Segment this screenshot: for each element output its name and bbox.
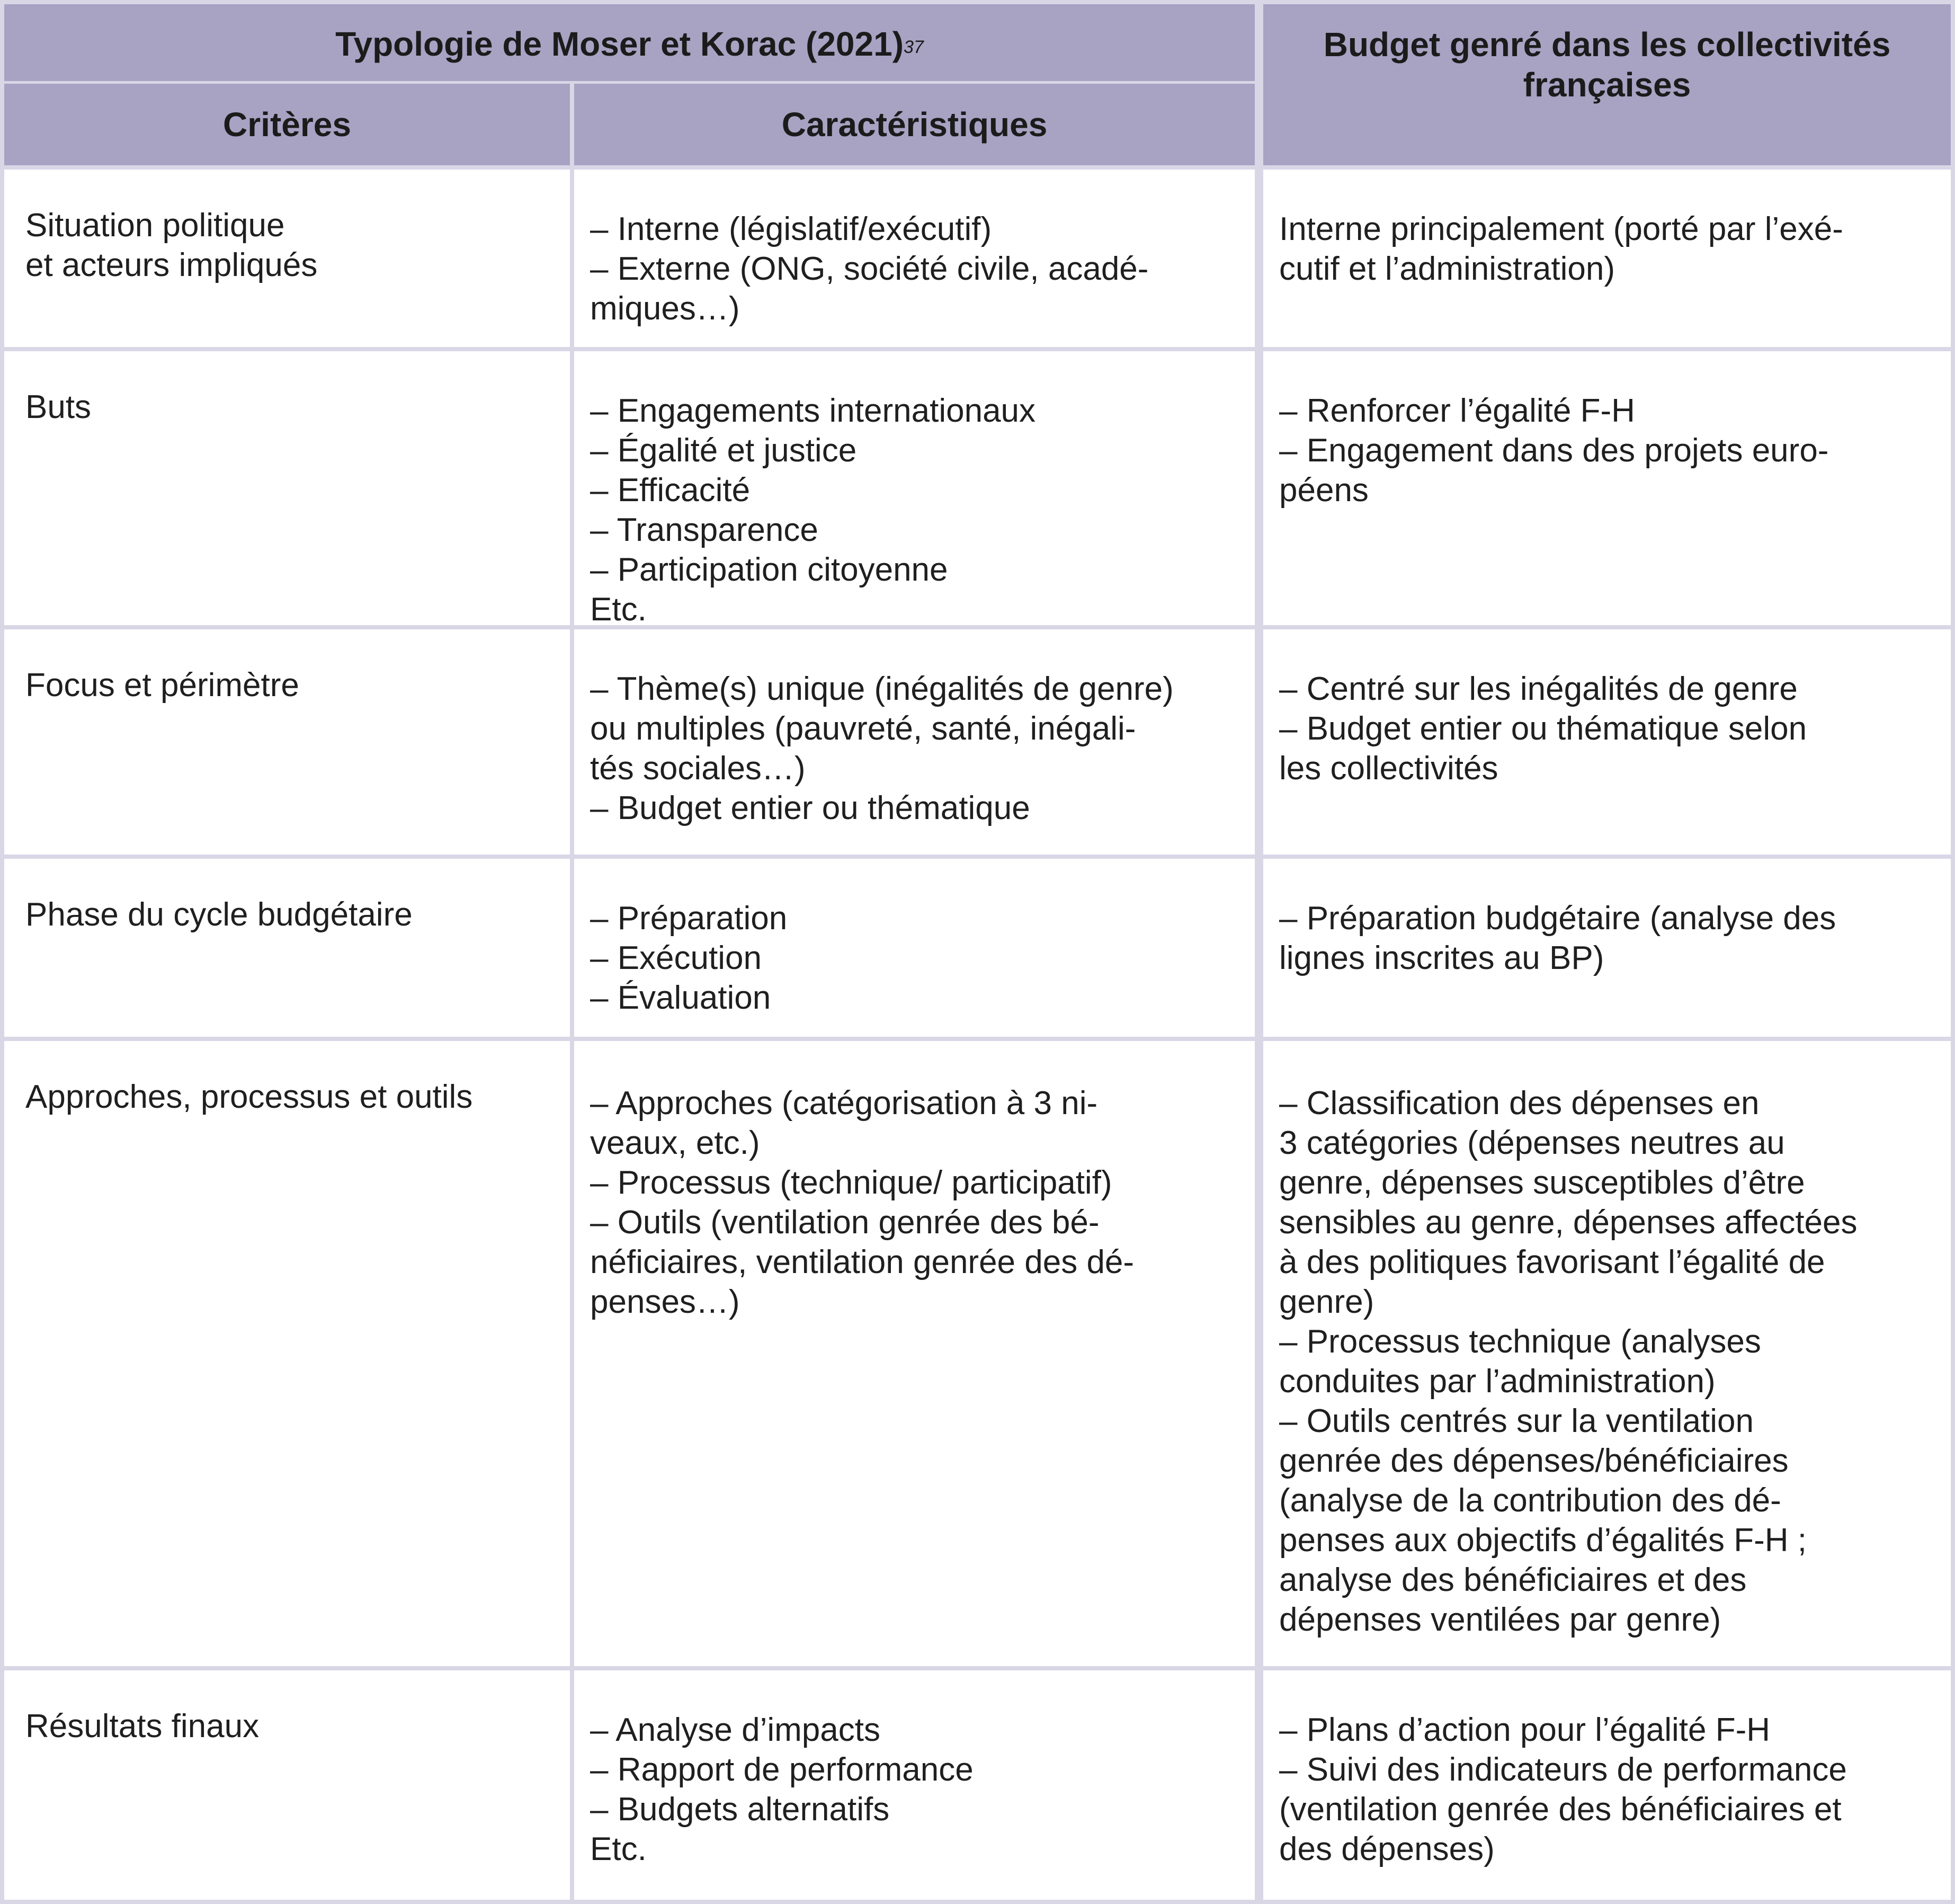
row-5-budget: – Classification des dépenses en 3 catégories (dépenses neutres au genre, dépenses susceptibles d’être sensibles au genre, dépenses affectées à des politiques favorisant l’égalité de genre) – Processus technique (analyses conduites par l’administration) – Outils centrés sur la ventilation genrée des dépenses/bénéficiaires (analyse de la contribution des dé- penses aux objectifs d’égalités F-H ; analyse des bénéficiaires et des dépenses ventilées par genre) bbox=[1263, 1041, 1951, 1666]
footnote-ref: 37 bbox=[904, 37, 924, 57]
header-budget bbox=[1263, 4, 1951, 165]
row-3-criterion: Focus et périmètre bbox=[4, 629, 570, 855]
header-criteria bbox=[4, 84, 570, 165]
header-group-title bbox=[4, 4, 1255, 81]
row-2-budget: – Renforcer l’égalité F-H – Engagement dans des projets euro- péens bbox=[1263, 351, 1951, 625]
row-6-criterion: Résultats finaux bbox=[4, 1670, 570, 1900]
row-4-criterion: Phase du cycle budgétaire bbox=[4, 859, 570, 1037]
header-budget-text: Budget genré dans les collectivités françaises bbox=[1323, 25, 1891, 104]
row-4-characteristics: – Préparation – Exécution – Évaluation bbox=[574, 859, 1255, 1037]
row-5-criterion: Approches, processus et outils bbox=[4, 1041, 570, 1666]
header-characteristics-text: Caractéristiques bbox=[781, 105, 1048, 144]
row-4-budget: – Préparation budgétaire (analyse des lignes inscrites au BP) bbox=[1263, 859, 1951, 1037]
row-6-budget: – Plans d’action pour l’égalité F-H – Suivi des indicateurs de performance (ventilation genrée des bénéficiaires et des dépenses) bbox=[1263, 1670, 1951, 1900]
row-1-criterion: Situation politique et acteurs impliqués bbox=[4, 170, 570, 347]
header-criteria-text: Critères bbox=[223, 105, 351, 144]
row-3-characteristics: – Thème(s) unique (inégalités de genre) ou multiples (pauvreté, santé, inégali- tés sociales…) – Budget entier ou thématique bbox=[574, 629, 1255, 855]
group-title-text: Typologie de Moser et Korac (2021) bbox=[335, 24, 904, 63]
row-6-characteristics: – Analyse d’impacts – Rapport de performance – Budgets alternatifs Etc. bbox=[574, 1670, 1255, 1900]
row-3-budget: – Centré sur les inégalités de genre – Budget entier ou thématique selon les collectivités bbox=[1263, 629, 1951, 855]
row-2-characteristics: – Engagements internationaux – Égalité et justice – Efficacité – Transparence – Participation citoyenne Etc. bbox=[574, 351, 1255, 625]
header-characteristics bbox=[574, 84, 1255, 165]
row-5-characteristics: – Approches (catégorisation à 3 ni- veaux, etc.) – Processus (technique/ participatif) – Outils (ventilation genrée des bé- néficiaires, ventilation genrée des dé- penses…) bbox=[574, 1041, 1255, 1666]
row-1-budget: Interne principalement (porté par l’exé- cutif et l’administration) bbox=[1263, 170, 1951, 347]
row-1-characteristics: – Interne (législatif/exécutif) – Externe (ONG, société civile, acadé- miques…) bbox=[574, 170, 1255, 347]
row-2-criterion: Buts bbox=[4, 351, 570, 625]
